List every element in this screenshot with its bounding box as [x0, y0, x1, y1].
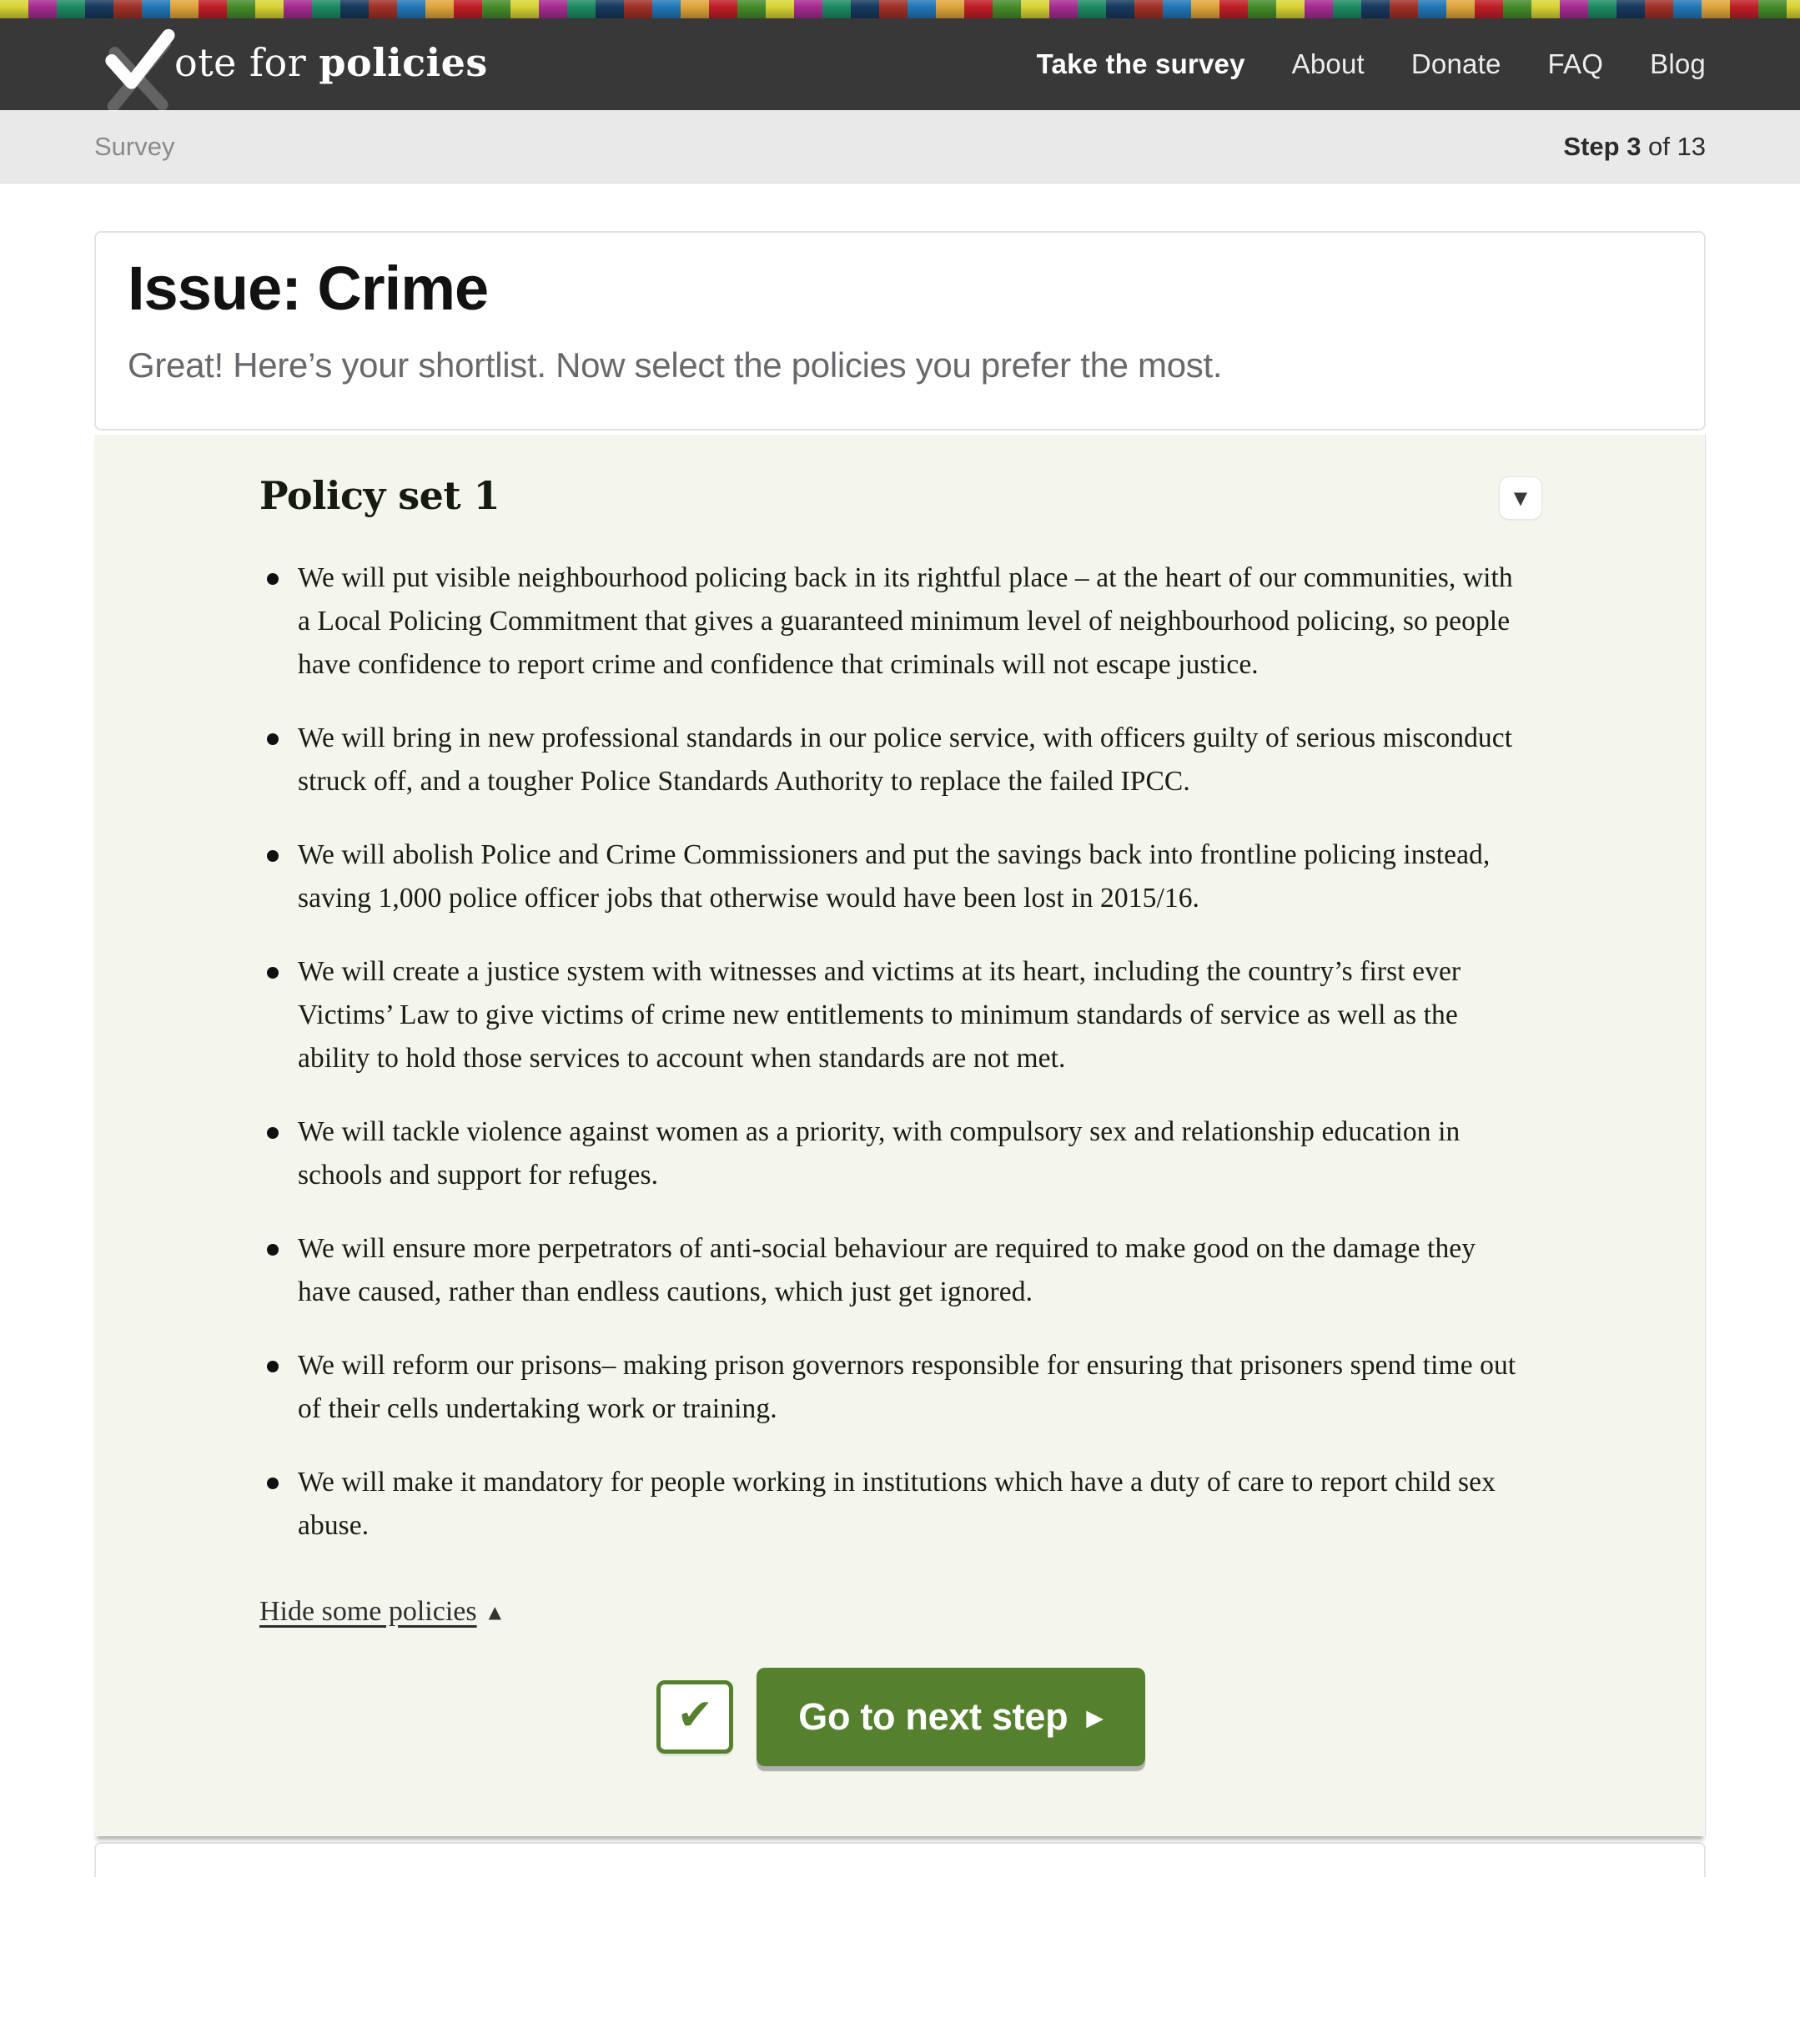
page-title: Issue: Crime	[128, 254, 489, 323]
policy-item: We will put visible neighbourhood policing back in its rightful place – at the heart of our communities, with a Local Policing Commitment that gives a guaranteed minimum level of neighbourhood policing, so people have confidence to report crime and confidence that criminals will not escape justice.	[259, 556, 1532, 687]
policy-item: We will bring in new professional standards in our police service, with officers guilty of serious misconduct struck off, and a tougher Police Standards Authority to replace the failed IPCC.	[259, 717, 1532, 803]
breadcrumb: Survey	[94, 131, 175, 161]
policy-item: We will ensure more perpetrators of anti-social behaviour are required to make good on the damage they have caused, rather than endless cautions, which just get ignored.	[259, 1227, 1532, 1314]
select-policy-set-checkbox[interactable]	[656, 1680, 733, 1754]
policy-item: We will create a justice system with witnesses and victims at its heart, including the country’s first ever Victims’ Law to give victims of crime new entitlements to minimum standards of service as well as the ability to hold those services to account when standards are not met.	[259, 950, 1532, 1080]
nav-donate[interactable]: Donate	[1410, 48, 1501, 79]
next-policy-set-panel-edge	[94, 1842, 1706, 1877]
site-header	[0, 18, 1800, 110]
hide-some-policies-link[interactable]: Hide some policies ▲	[259, 1596, 502, 1627]
policy-list	[259, 556, 1542, 1548]
checkmark-icon: ✔	[676, 1690, 714, 1740]
step-indicator: Step 3 of 13	[1563, 131, 1706, 161]
collapse-policy-set-button[interactable]	[1499, 476, 1542, 520]
go-to-next-step-button[interactable]: Go to next step ▶	[757, 1668, 1145, 1766]
main-nav	[990, 48, 1706, 80]
breadcrumb-bar	[0, 110, 1800, 184]
site-logo[interactable]	[94, 21, 488, 108]
nav-blog[interactable]: Blog	[1650, 48, 1706, 79]
policy-item: We will tackle violence against women as a priority, with compulsory sex and relationship education in schools and support for refuges.	[259, 1110, 1532, 1197]
nav-take-the-survey[interactable]: Take the survey	[1036, 48, 1245, 79]
policy-item: We will reform our prisons– making prison governors responsible for ensuring that prisoners spend time out of their cells undertaking work or training.	[259, 1344, 1532, 1431]
policy-set-title: Policy set 1	[259, 473, 500, 518]
vote-check-logo-icon	[94, 26, 184, 113]
policy-item: We will make it mandatory for people working in institutions which have a duty of care to report child sex abuse.	[259, 1461, 1532, 1548]
logo-text: ote for policies	[174, 40, 488, 85]
chevron-up-icon: ▲	[488, 1602, 502, 1622]
issue-card	[94, 231, 1706, 430]
nav-about[interactable]: About	[1291, 48, 1365, 79]
policy-item: We will abolish Police and Crime Commissioners and put the savings back into frontline policing instead, saving 1,000 police officer jobs that otherwise would have been lost in 2015/16.	[259, 833, 1532, 920]
actions-row	[259, 1668, 1542, 1766]
policy-set-panel	[94, 435, 1706, 1836]
chevron-down-icon: ▼	[1513, 487, 1528, 508]
nav-faq[interactable]: FAQ	[1547, 48, 1604, 79]
decorative-colour-stripe	[0, 0, 1800, 18]
main-content	[0, 184, 1800, 1877]
issue-subtitle: Great! Here’s your shortlist. Now select the policies you prefer the most.	[128, 345, 1223, 385]
arrow-right-icon: ▶	[1086, 1704, 1104, 1731]
